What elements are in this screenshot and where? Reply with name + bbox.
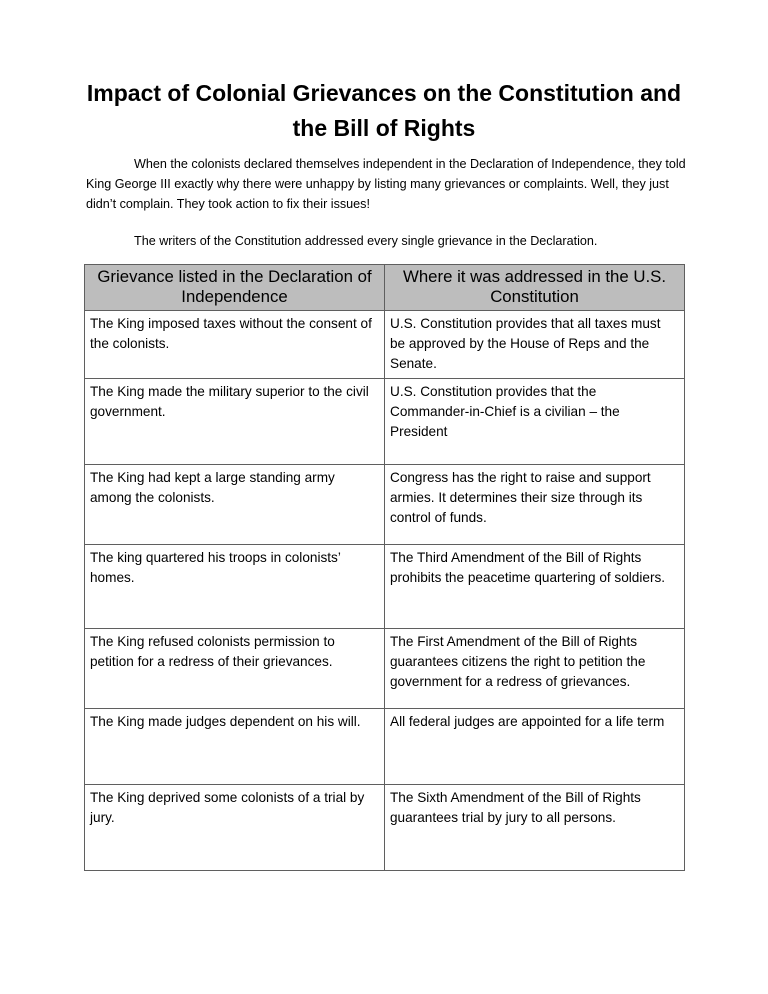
addressed-cell: The First Amendment of the Bill of Rights guarantees citizens the right to petition the government for a redress of grievances.	[385, 629, 685, 709]
grievance-cell: The King deprived some colonists of a trial by jury.	[85, 785, 385, 871]
title-line-2: the Bill of Rights	[292, 115, 476, 141]
title-line-1: Impact of Colonial Grievances on the Constitution and	[86, 80, 682, 106]
grievance-table	[84, 264, 685, 871]
table-row	[85, 785, 685, 871]
table-row	[85, 629, 685, 709]
addressed-cell: The Sixth Amendment of the Bill of Rights guarantees trial by jury to all persons.	[385, 785, 685, 871]
table-row	[85, 379, 685, 465]
header-grievance: Grievance listed in the Declaration of Independence	[85, 265, 385, 311]
grievance-cell: The King made judges dependent on his will.	[85, 709, 385, 785]
table-header-row	[85, 265, 685, 311]
addressed-cell: U.S. Constitution provides that the Commander-in-Chief is a civilian – the President	[385, 379, 685, 465]
intro-paragraph: When the colonists declared themselves independent in the Declaration of Independence, they told King George III exactly why there were unhappy by listing many grievances or complaints. Well, they just didn’t complain. They took action to fix their issues!	[86, 157, 686, 211]
page-title	[0, 76, 768, 146]
table-row	[85, 465, 685, 545]
addressed-cell: All federal judges are appointed for a life term	[385, 709, 685, 785]
grievance-cell: The King imposed taxes without the consent of the colonists.	[85, 311, 385, 379]
grievance-cell: The King refused colonists permission to petition for a redress of their grievances.	[85, 629, 385, 709]
grievance-cell: The King made the military superior to the civil government.	[85, 379, 385, 465]
addressed-cell: Congress has the right to raise and support armies. It determines their size through its control of funds.	[385, 465, 685, 545]
table-row	[85, 709, 685, 785]
table-row	[85, 311, 685, 379]
addressed-cell: The Third Amendment of the Bill of Rights prohibits the peacetime quartering of soldiers.	[385, 545, 685, 629]
header-addressed: Where it was addressed in the U.S. Constitution	[385, 265, 685, 311]
grievance-cell: The king quartered his troops in colonists’ homes.	[85, 545, 385, 629]
grievance-cell: The King had kept a large standing army among the colonists.	[85, 465, 385, 545]
table-row	[85, 545, 685, 629]
subintro-paragraph: The writers of the Constitution addressed every single grievance in the Declaration.	[134, 234, 598, 248]
addressed-cell: U.S. Constitution provides that all taxes must be approved by the House of Reps and the Senate.	[385, 311, 685, 379]
